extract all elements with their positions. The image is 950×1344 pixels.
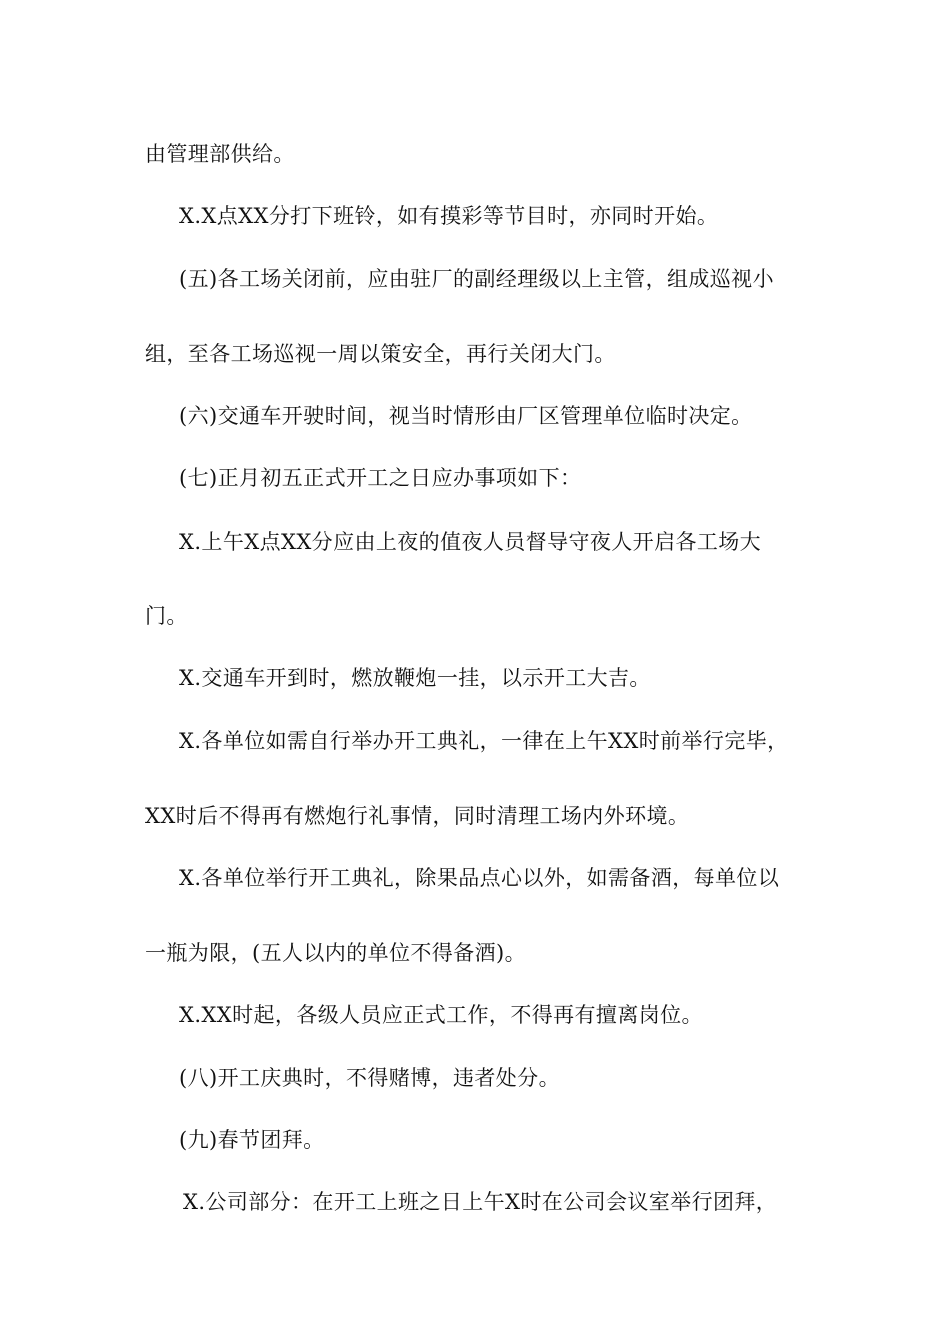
paragraph-line: (五)各工场关闭前，应由驻厂的副经理级以上主管，组成巡视小 xyxy=(179,267,774,291)
paragraph-line: X.XX时起，各级人员应正式工作，不得再有擅离岗位。 xyxy=(179,1003,703,1027)
paragraph-line: (六)交通车开驶时间，视当时情形由厂区管理单位临时决定。 xyxy=(179,404,753,428)
paragraph-line: X.上午X点XX分应由上夜的值夜人员督导守夜人开启各工场大 xyxy=(179,530,762,554)
paragraph-line: 门。 xyxy=(145,604,188,628)
paragraph-line: 组，至各工场巡视一周以策安全，再行关闭大门。 xyxy=(145,342,616,366)
paragraph-line: 由管理部供给。 xyxy=(145,142,295,166)
paragraph-line: X.公司部分：在开工上班之日上午X时在公司会议室举行团拜， xyxy=(183,1190,778,1214)
paragraph-line: (七)正月初五正式开工之日应办事项如下： xyxy=(179,466,582,490)
paragraph-line: XX时后不得再有燃炮行礼事情，同时清理工场内外环境。 xyxy=(145,804,690,828)
paragraph-line: X.各单位如需自行举办开工典礼，一律在上午XX时前举行完毕， xyxy=(179,729,789,753)
paragraph-line: X.X点XX分打下班铃，如有摸彩等节目时，亦同时开始。 xyxy=(179,204,719,228)
paragraph-line: 一瓶为限，(五人以内的单位不得备酒)。 xyxy=(145,941,526,965)
paragraph-line: X.各单位举行开工典礼，除果品点心以外，如需备酒，每单位以 xyxy=(179,866,780,890)
paragraph-line: (九)春节团拜。 xyxy=(179,1128,325,1152)
paragraph-line: X.交通车开到时，燃放鞭炮一挂，以示开工大吉。 xyxy=(179,666,651,690)
paragraph-line: (八)开工庆典时，不得赌博，违者处分。 xyxy=(179,1066,560,1090)
